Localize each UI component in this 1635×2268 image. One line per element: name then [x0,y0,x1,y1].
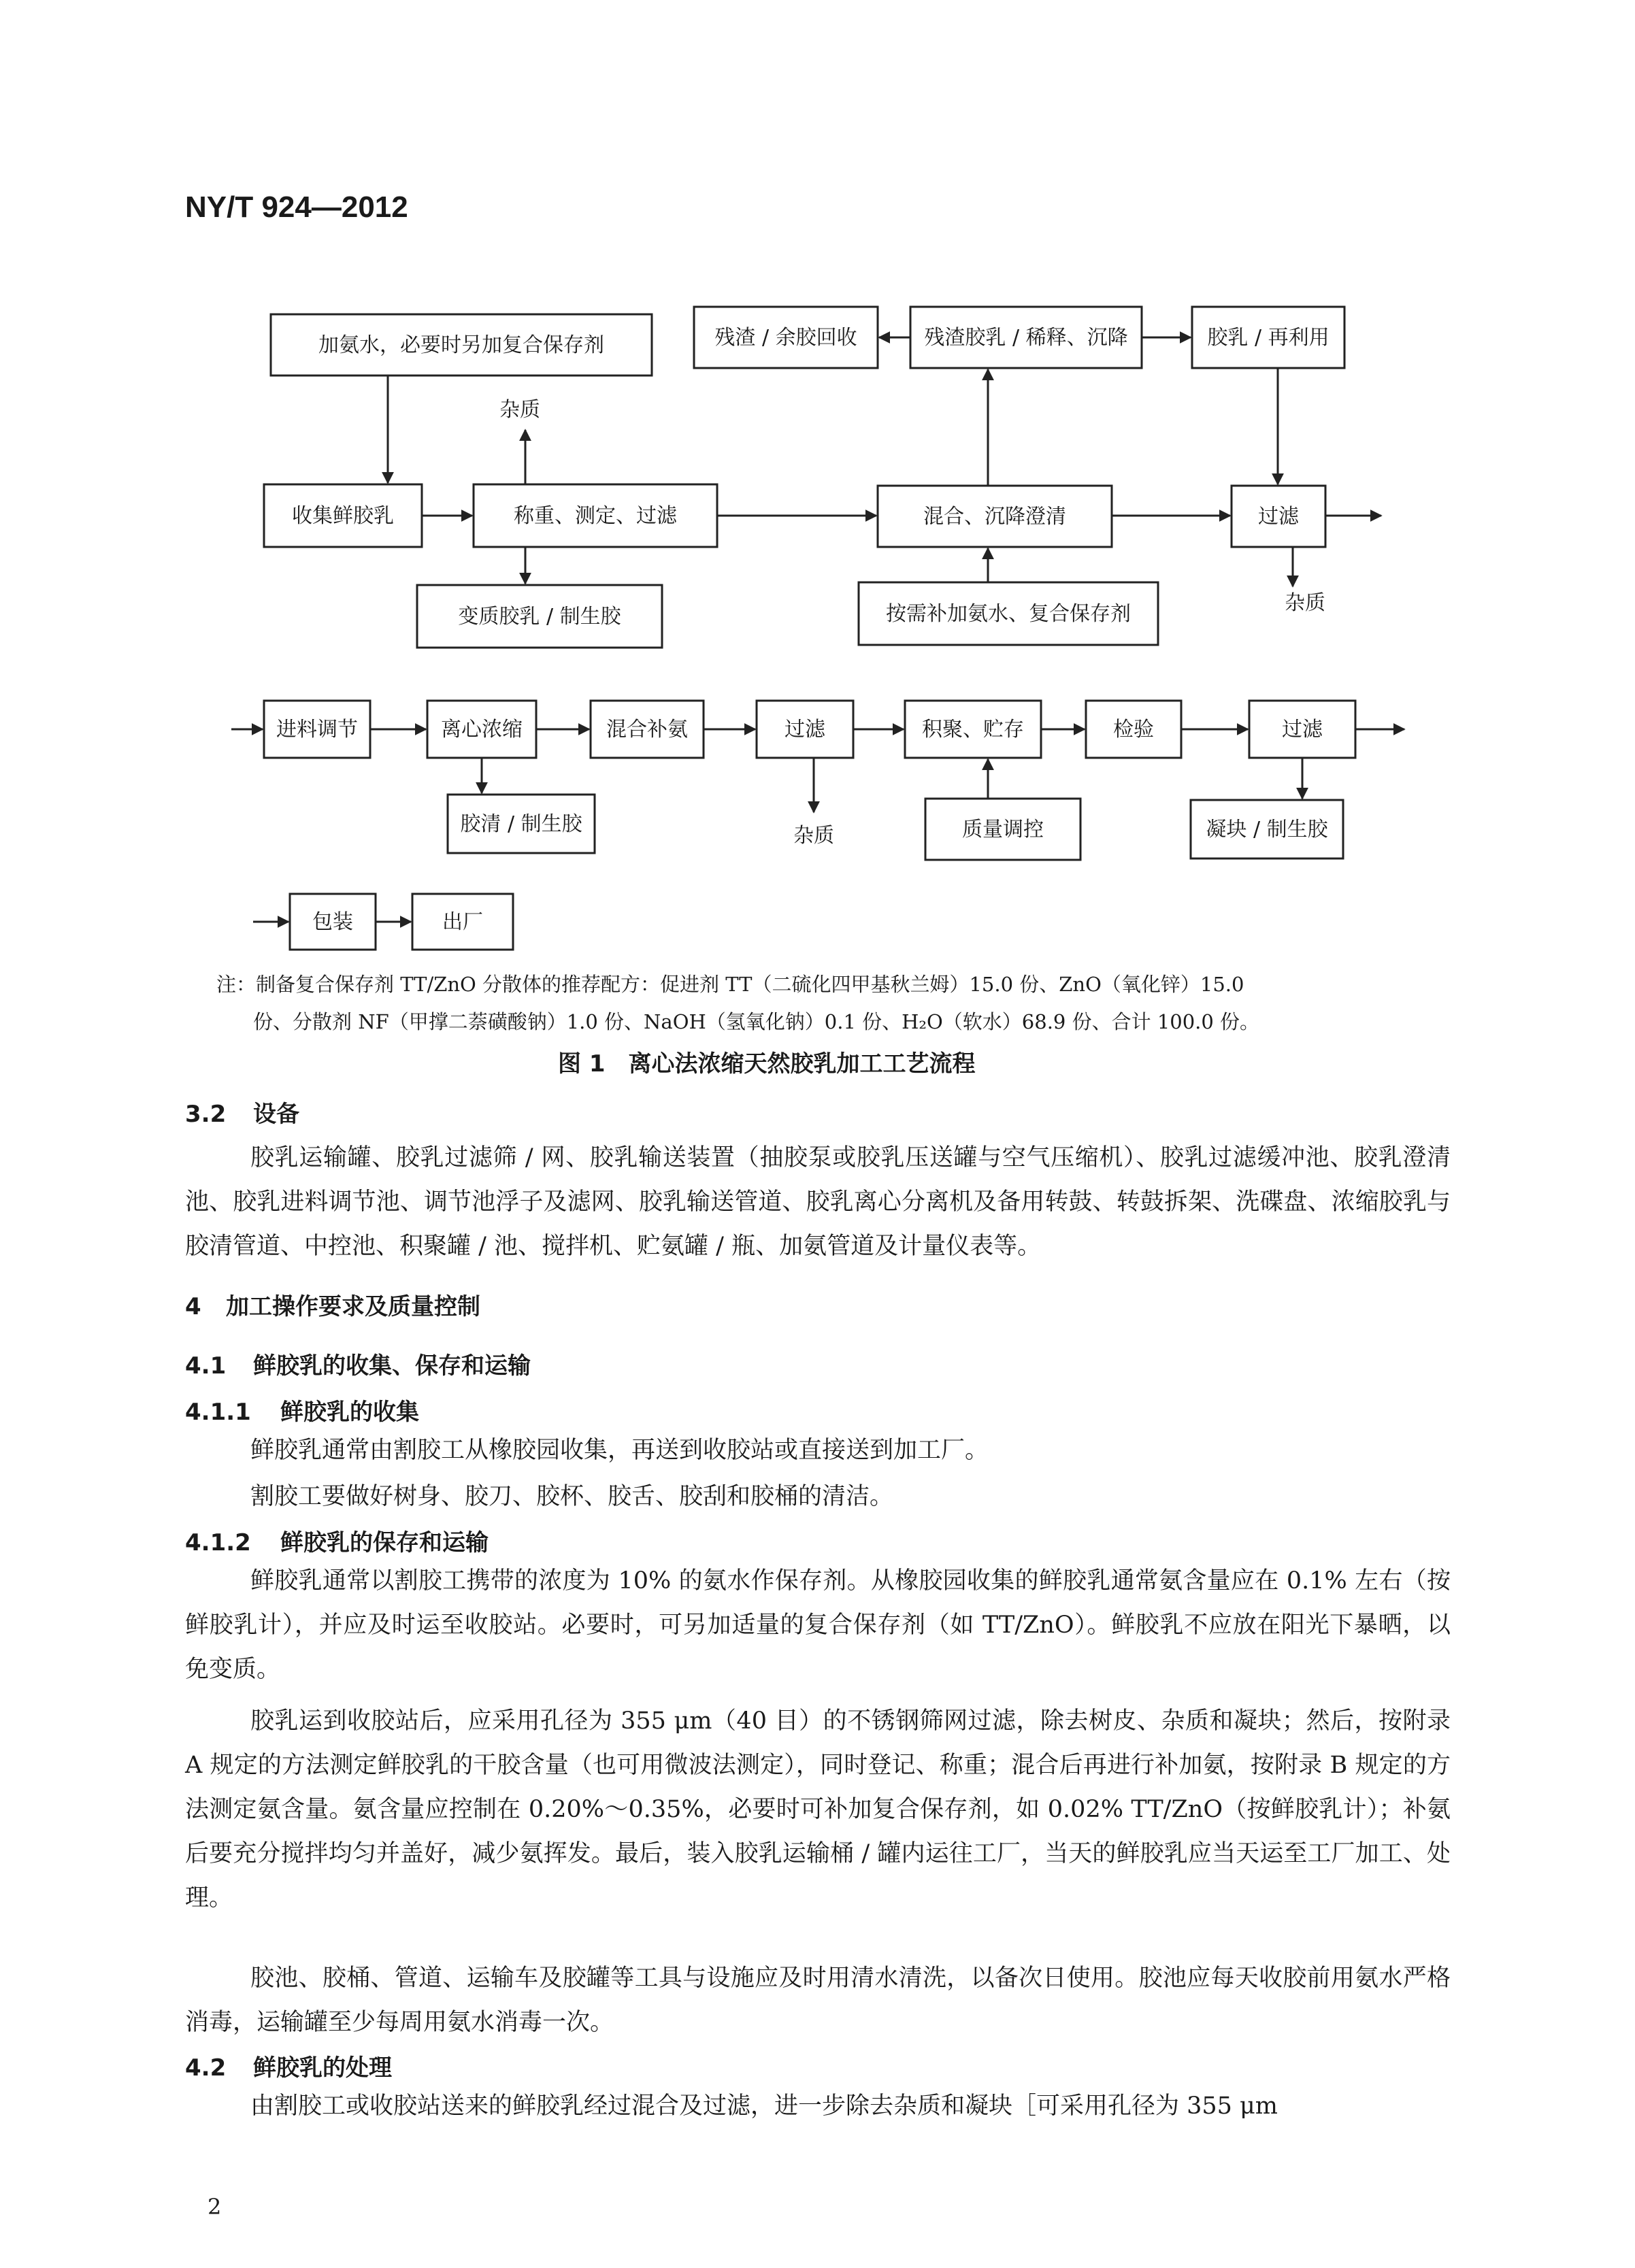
flow-label: 质量调控 [962,818,1044,841]
section-4-1-1-heading [185,1393,419,1427]
section-4-2-heading [185,2049,392,2082]
flow-label: 包装 [312,910,353,934]
section-title: 鲜胶乳的收集 [280,1399,419,1426]
section-number: 4.1 [185,1352,227,1380]
flow-label: 离心浓缩 [441,718,523,741]
flow-label: 胶清 / 制生胶 [460,812,582,836]
section-4-1-2-para-3: 胶池、胶桶、管道、运输车及胶罐等工具与设施应及时用清水清洗，以备次日使用。胶池应每天收胶前用氨水严格消毒，运输罐至少每周用氨水消毒一次。 [185,1965,1451,2036]
flow-box-ship [412,894,513,950]
flow-box-filter-3 [1249,701,1355,758]
figure-note-line-2: 份、分散剂 NF（甲撑二萘磺酸钠）1.0 份、NaOH（氢氧化钠）0.1 份、H₂O（软水）68.9 份、合计 100.0 份。 [253,1010,1260,1033]
flow-label: 加氨水，必要时另加复合保存剂 [318,333,604,357]
flow-label-impurity-2: 杂质 [1285,591,1325,615]
flow-label: 称重、测定、过滤 [514,504,677,528]
section-number: 3.2 [185,1101,227,1128]
section-4-2-para-1: 由割胶工或收胶站送来的鲜胶乳经过混合及过滤，进一步除去杂质和凝块［可采用孔径为 355 μm [250,2092,1278,2120]
figure-note-line-1: 注：制备复合保存剂 TT/ZnO 分散体的推荐配方：促进剂 TT（二硫化四甲基秋兰姆）15.0 份、ZnO（氧化锌）15.0 [216,973,1244,996]
flow-label: 积聚、贮存 [922,718,1024,741]
flow-label: 按需补加氨水、复合保存剂 [886,602,1131,626]
section-4-1-2-para-1: 鲜胶乳通常以割胶工携带的浓度为 10% 的氨水作保存剂。从橡胶园收集的鲜胶乳通常氨含量应在 0.1% 左右（按鲜胶乳计），并应及时运至收胶站。必要时，可另加适量的复合保存剂（如 TT/ZnO）。鲜胶乳不应放在阳光下暴晒，以免变质。 [185,1567,1451,1683]
flow-box-residue-latex [910,307,1142,368]
flow-label: 变质胶乳 / 制生胶 [458,605,621,629]
flow-label-impurity-3: 杂质 [793,824,834,848]
section-title: 设备 [253,1101,299,1128]
section-title: 鲜胶乳的收集、保存和运输 [253,1352,531,1380]
section-4-1-1-para-2: 割胶工要做好树身、胶刀、胶杯、胶舌、胶刮和胶桶的清洁。 [250,1483,894,1510]
section-title: 鲜胶乳的处理 [253,2054,392,2082]
flow-label: 残渣胶乳 / 稀释、沉降 [924,326,1128,350]
section-4-1-heading [185,1347,531,1380]
flow-label: 混合、沉降澄清 [923,505,1066,529]
flow-label: 过滤 [1282,718,1323,741]
flow-label: 残渣 / 余胶回收 [714,326,857,350]
flow-box-centrifuge [427,701,536,758]
flow-box-supplement [859,582,1158,645]
section-4-1-2-heading [185,1524,489,1557]
flow-box-inspect [1086,701,1181,758]
flow-box-coagulum [1191,800,1343,858]
flow-label: 胶乳 / 再利用 [1207,326,1330,350]
section-number: 4.1.1 [185,1399,251,1426]
section-4-1-1-para-1: 鲜胶乳通常由割胶工从橡胶园收集，再送到收胶站或直接送到加工厂。 [250,1437,989,1464]
section-number: 4.1.2 [185,1529,251,1556]
flow-box-residue-recover [694,307,878,368]
standard-code: NY/T 924—2012 [185,190,408,224]
flow-box-mix-ammonia [591,701,704,758]
figure-caption: 图 1 离心法浓缩天然胶乳加工工艺流程 [558,1050,976,1078]
flow-box-filter-2 [757,701,853,758]
flow-label-impurity-1: 杂质 [499,398,540,422]
flow-box-add-ammonia [271,314,652,376]
flow-label: 过滤 [785,718,825,741]
section-3-2-heading [185,1095,299,1129]
page-number: 2 [208,2194,222,2220]
flow-box-pack [290,894,376,950]
section-4-1-2-para-2: 胶乳运到收胶站后，应采用孔径为 355 μm（40 目）的不锈钢筛网过滤，除去树皮、杂质和凝块；然后，按附录 A 规定的方法测定鲜胶乳的干胶含量（也可用微波法测定），同时登记、称重；混合后再进行补加氨，按附录 B 规定的方法测定氨含量。氨含量应控制在 0.20%～0.35%，必要时可补加复合保存剂，如 0.02% TT/ZnO（按鲜胶乳计）；补氨后要充分搅拌均匀并盖好，减少氨挥发。最后，装入胶乳运输桶 / 罐内运往工厂，当天的鲜胶乳应当天运至工厂加工、处理。 [185,1707,1451,1912]
section-number: 4 [185,1293,201,1320]
flow-box-weigh [474,484,717,547]
flow-box-filter-1 [1232,486,1325,547]
section-title: 鲜胶乳的保存和运输 [280,1529,489,1556]
flow-label: 进料调节 [276,718,358,741]
flow-label: 过滤 [1258,505,1299,529]
flow-label: 收集鲜胶乳 [292,504,394,528]
flow-box-store [905,701,1041,758]
flow-label: 出厂 [442,910,483,934]
section-3-2-text: 胶乳运输罐、胶乳过滤筛 / 网、胶乳输送装置（抽胶泵或胶乳压送罐与空气压缩机）、胶乳过滤缓冲池、胶乳澄清池、胶乳进料调节池、调节池浮子及滤网、胶乳输送管道、胶乳离心分离机及备用转鼓、转鼓拆架、洗碟盘、浓缩胶乳与胶清管道、中控池、积聚罐 / 池、搅拌机、贮氨罐 / 瓶、加氨管道及计量仪表等。 [185,1144,1451,1260]
section-4-heading [185,1288,480,1321]
flow-box-mix-settle [878,486,1112,547]
flow-box-quality [925,799,1080,860]
flow-box-spoiled [417,585,662,648]
flow-label: 混合补氨 [606,718,688,741]
section-title: 加工操作要求及质量控制 [226,1293,480,1320]
flow-box-collect [264,484,422,547]
flow-label: 凝块 / 制生胶 [1206,818,1328,841]
flow-box-serum [448,795,595,853]
process-flowchart [0,0,1635,1020]
section-number: 4.2 [185,2054,227,2082]
flow-label: 检验 [1113,718,1154,741]
flow-box-reuse [1192,307,1344,368]
flow-box-feed [264,701,370,758]
